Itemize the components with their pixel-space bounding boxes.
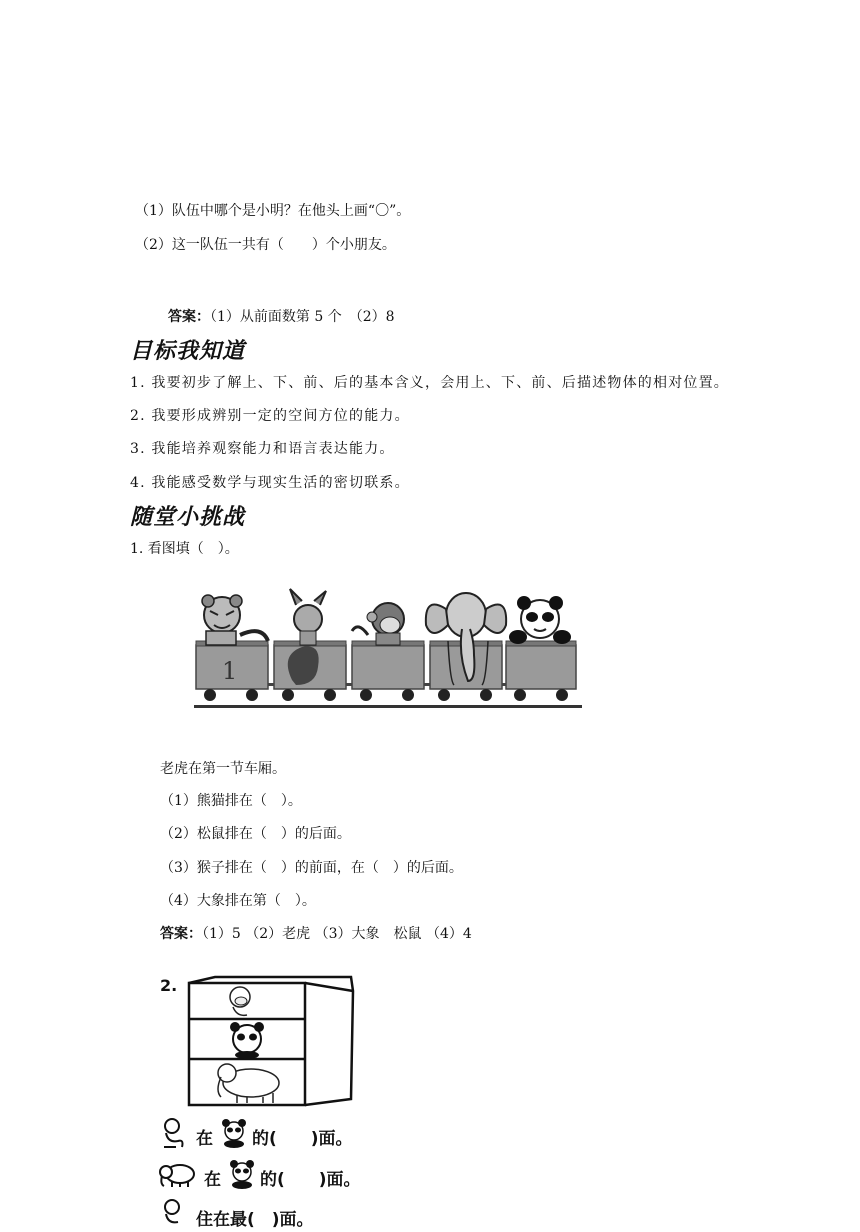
shelf-elephant (218, 1064, 279, 1103)
challenge-sub-2: （2）松鼠排在（ ）的后面。 (160, 826, 351, 842)
goal-item-1: 1. 我要初步了解上、下、前、后的基本含义，会用上、下、前、后描述物体的相对位置。 (130, 375, 730, 391)
tiger-figure (202, 595, 268, 645)
q2-line-1-text: 的( )面。 (252, 1129, 353, 1149)
challenge-sub-3: （3）猴子排在（ ）的前面，在（ ）的后面。 (160, 860, 463, 876)
shelf-panda (230, 1022, 264, 1059)
train-car-monkey (352, 641, 424, 689)
goal-item-2: 2. 我要形成辨别一定的空间方位的能力。 (130, 408, 410, 424)
intro-question-2: （2）这一队伍一共有（ ）个小朋友。 (135, 237, 396, 253)
challenge-sub-1: （1）熊猫排在（ ）。 (160, 793, 302, 809)
goal-item-4: 4. 我能感受数学与现实生活的密切联系。 (130, 475, 410, 491)
answer-label: 答案： (168, 309, 210, 325)
q2-line-1 (158, 1117, 458, 1151)
train-illustration (192, 585, 584, 715)
answer-label: 答案： (160, 926, 202, 942)
q2-line-3 (158, 1198, 458, 1230)
train-car-panda (506, 641, 576, 689)
train-wheels (204, 689, 568, 701)
train-car-number: 1 (222, 657, 238, 685)
challenge-heading: 随堂小挑战 (130, 505, 246, 530)
panda-icon (220, 1119, 248, 1149)
challenge-q1-title: 1. 看图填（ ）。 (130, 541, 239, 557)
challenge-answer (160, 925, 472, 943)
panda-figure (509, 596, 571, 644)
challenge-lead: 老虎在第一节车厢。 (160, 761, 286, 777)
goals-heading: 目标我知道 (130, 339, 246, 364)
monkey-icon (158, 1117, 190, 1151)
elephant-icon (158, 1160, 198, 1188)
q2-line-2 (158, 1158, 458, 1192)
q2-line-3-text: 住在最( )面。 (196, 1210, 314, 1230)
intro-question-1: （1）队伍中哪个是小明？在他头上画“〇”。 (135, 203, 411, 219)
monkey-figure (352, 603, 404, 645)
monkey-icon (158, 1198, 190, 1232)
q2-line-1-word: 在 (196, 1129, 213, 1149)
rail (194, 705, 582, 708)
q2-number: 2. (160, 976, 178, 995)
intro-answer (168, 308, 395, 326)
answer-text: （1）5 （2）老虎 （3）大象 松鼠 （4）4 (202, 926, 472, 942)
shelf-illustration (185, 975, 360, 1110)
answer-text: （1）从前面数第 5 个 （2）8 (210, 309, 395, 325)
goal-item-3: 3. 我能培养观察能力和语言表达能力。 (130, 441, 395, 457)
q2-line-2-text: 的( )面。 (260, 1170, 361, 1190)
challenge-sub-4: （4）大象排在第（ ）。 (160, 893, 316, 909)
shelf-monkey (230, 987, 250, 1015)
q2-line-2-word: 在 (204, 1170, 221, 1190)
panda-icon (228, 1160, 256, 1190)
